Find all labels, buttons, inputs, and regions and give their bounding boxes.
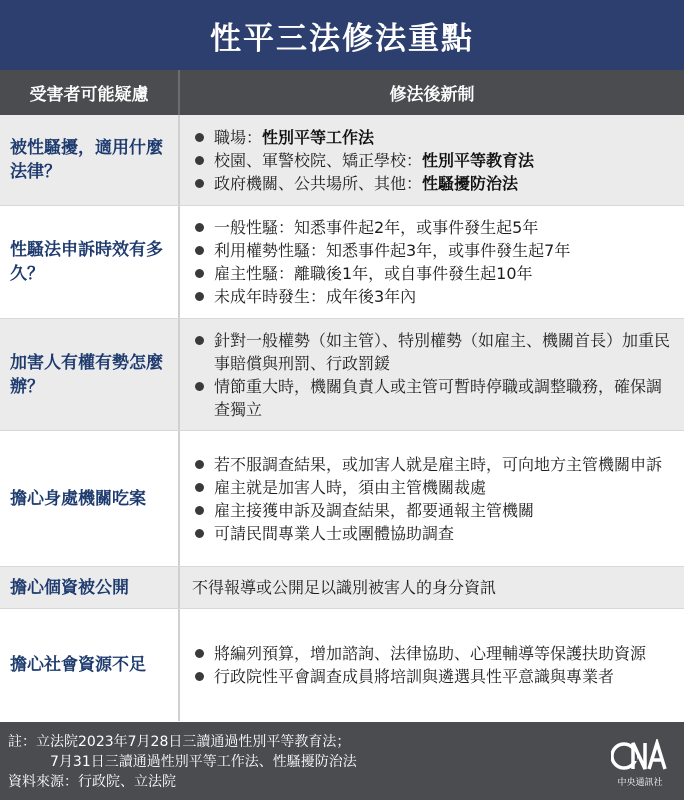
row-question: 擔心社會資源不足 bbox=[0, 609, 180, 721]
item-text: 雇主性騷：離職後1年，或自事件發生起10年 bbox=[214, 264, 533, 283]
cna-logo bbox=[610, 738, 670, 788]
row-question: 被性騷擾，適用什麼法律？ bbox=[0, 115, 180, 205]
cna-logo-icon bbox=[610, 738, 670, 774]
bullet-icon bbox=[195, 529, 204, 538]
row-answer bbox=[180, 319, 684, 430]
row-question: 加害人有權有勢怎麼辦？ bbox=[0, 319, 180, 430]
bullet-icon bbox=[195, 133, 204, 142]
row-answer bbox=[180, 431, 684, 566]
list-item bbox=[192, 149, 674, 172]
item-law-name: 性騷擾防治法 bbox=[422, 173, 519, 193]
item-law-name: 性別平等工作法 bbox=[262, 127, 375, 147]
table-row bbox=[0, 609, 684, 721]
bullet-icon bbox=[195, 649, 204, 658]
list-item bbox=[192, 499, 674, 522]
bullet-icon bbox=[195, 382, 204, 391]
row-question: 擔心身處機關吃案 bbox=[0, 431, 180, 566]
list-item bbox=[192, 476, 674, 499]
item-text: 校園、軍警校院、矯正學校： bbox=[214, 150, 423, 170]
footer bbox=[0, 722, 684, 800]
list-item bbox=[192, 285, 674, 308]
row-question: 擔心個資被公開 bbox=[0, 567, 180, 608]
page-title: 性平三法修法重點 bbox=[0, 0, 684, 70]
row-answer bbox=[180, 115, 684, 205]
list-item bbox=[192, 453, 674, 476]
item-text: 職場： bbox=[214, 127, 263, 147]
header-new-rules: 修法後新制 bbox=[389, 85, 475, 105]
note-line-2: 7月31日三讀通過性別平等工作法、性騷擾防治法 bbox=[50, 754, 357, 770]
row-answer bbox=[180, 206, 684, 318]
item-text: 將編列預算，增加諮詢、法律協助、心理輔導等保護扶助資源 bbox=[214, 644, 647, 663]
item-text: 雇主就是加害人時，須由主管機關裁處 bbox=[214, 477, 487, 497]
item-text: 若不服調查結果，或加害人就是雇主時，可向地方主管機關申訴 bbox=[214, 454, 663, 474]
list-item bbox=[192, 239, 674, 262]
list-item bbox=[192, 126, 674, 149]
list-item bbox=[192, 522, 674, 545]
table-row bbox=[0, 567, 684, 609]
list-item bbox=[192, 329, 674, 375]
bullet-icon bbox=[195, 506, 204, 515]
item-text: 情節重大時，機關負責人或主管可暫時停職或調整職務，確保調查獨立 bbox=[214, 376, 663, 419]
row-answer bbox=[180, 609, 684, 721]
table-row bbox=[0, 319, 684, 431]
item-law-name: 性別平等教育法 bbox=[422, 150, 535, 170]
bullet-icon bbox=[195, 460, 204, 469]
table-row bbox=[0, 115, 684, 206]
list-item bbox=[192, 262, 674, 285]
note-line-1: 註：立法院2023年7月28日三讀通過性別平等教育法； bbox=[8, 734, 351, 750]
bullet-icon bbox=[195, 156, 204, 165]
table-body bbox=[0, 115, 684, 721]
item-text: 不得報導或公開足以識別被害人的身分資訊 bbox=[192, 578, 497, 597]
footer-note bbox=[8, 732, 357, 792]
bullet-icon bbox=[195, 179, 204, 188]
column-header bbox=[0, 70, 684, 115]
item-text: 可請民間專業人士或團體協助調查 bbox=[214, 523, 455, 543]
row-question: 性騷法申訴時效有多久？ bbox=[0, 206, 180, 318]
list-item bbox=[192, 216, 674, 239]
item-text: 未成年時發生：成年後3年內 bbox=[214, 287, 417, 306]
list-item bbox=[192, 642, 674, 665]
item-text: 雇主接獲申訴及調查結果，都要通報主管機關 bbox=[214, 500, 535, 520]
item-text: 政府機關、公共場所、其他： bbox=[214, 173, 423, 193]
row-answer bbox=[180, 567, 684, 608]
bullet-icon bbox=[195, 336, 204, 345]
item-text: 利用權勢性騷：知悉事件起3年，或事件發生起7年 bbox=[214, 241, 571, 260]
list-item bbox=[192, 172, 674, 195]
list-item bbox=[192, 375, 674, 421]
item-text: 一般性騷：知悉事件起2年，或事件發生起5年 bbox=[214, 218, 539, 237]
list-item bbox=[192, 665, 674, 688]
bullet-icon bbox=[195, 672, 204, 681]
table-row bbox=[0, 431, 684, 567]
logo-caption: 中央通訊社 bbox=[617, 778, 663, 788]
bullet-icon bbox=[195, 269, 204, 278]
source-line: 資料來源：行政院、立法院 bbox=[8, 774, 176, 790]
bullet-icon bbox=[195, 292, 204, 301]
bullet-icon bbox=[195, 223, 204, 232]
item-text: 行政院性平會調查成員將培訓與遴選具性平意識與專業者 bbox=[214, 667, 615, 686]
bullet-icon bbox=[195, 483, 204, 492]
bullet-icon bbox=[195, 246, 204, 255]
table-row bbox=[0, 206, 684, 319]
header-concerns: 受害者可能疑慮 bbox=[0, 70, 180, 115]
item-text: 針對一般權勢（如主管）、特別權勢（如雇主、機關首長）加重民事賠償與刑罰、行政罰鍰 bbox=[214, 330, 671, 373]
